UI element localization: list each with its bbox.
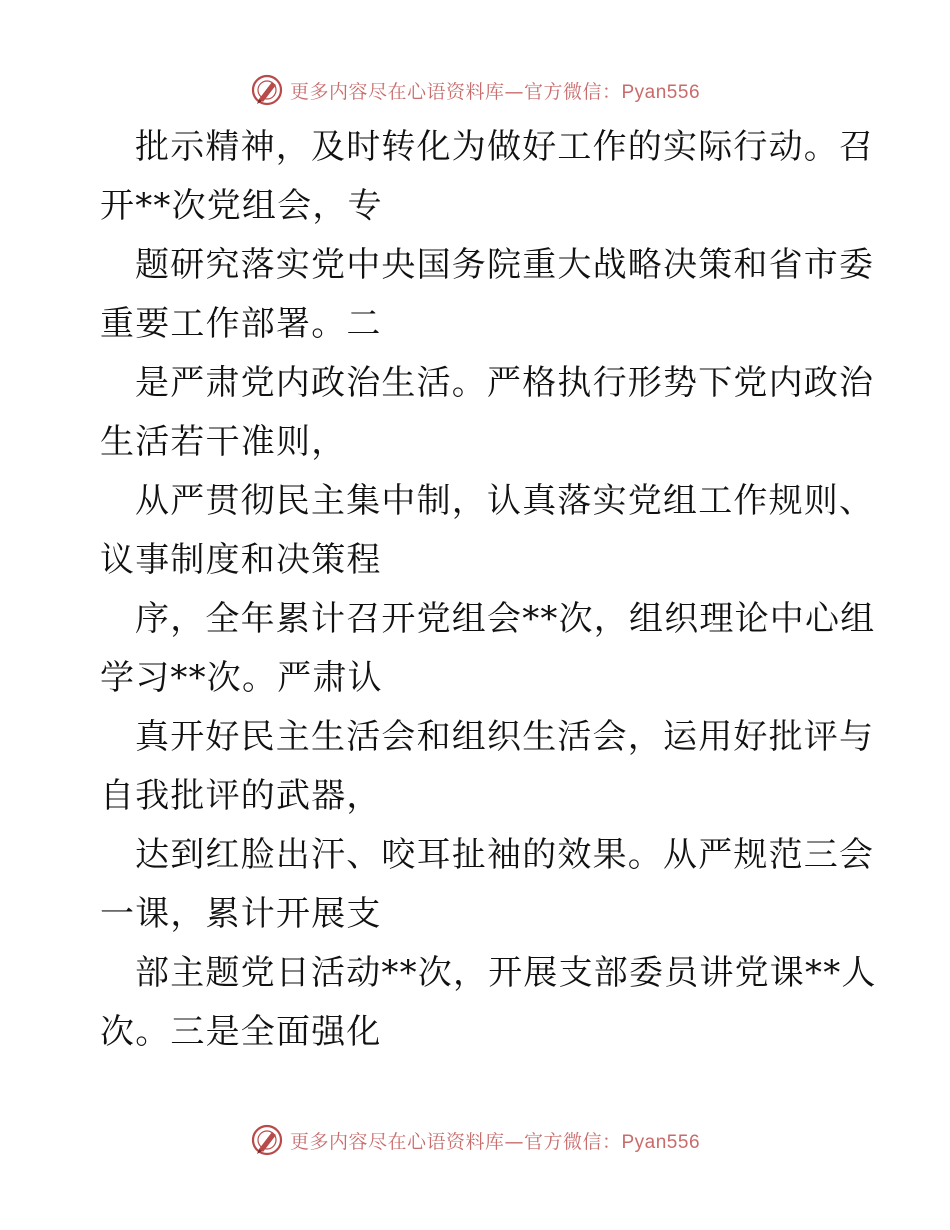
text-line: 重要工作部署。二 [100, 304, 382, 344]
document-body [100, 118, 877, 1062]
footer-banner-handle: Pyan556 [621, 1131, 701, 1153]
pen-seal-icon [250, 1123, 284, 1157]
text-line: 是严肃党内政治生活。严格执行形势下党内政治 [135, 363, 875, 403]
text-line: 生活若干准则， [100, 422, 347, 462]
text-line: 次。三是全面强化 [100, 1012, 382, 1052]
text-line: 序，全年累计召开党组会**次，组织理论中心组 [135, 599, 876, 639]
footer-watermark-banner [0, 1120, 950, 1160]
footer-banner-text [290, 1127, 700, 1154]
header-banner-text [290, 77, 700, 104]
text-line: 开**次党组会，专 [100, 186, 383, 226]
text-line: 学习**次。严肃认 [100, 658, 383, 698]
text-line: 从严贯彻民主集中制，认真落实党组工作规则、 [135, 481, 875, 521]
header-watermark-banner [0, 70, 950, 110]
header-banner-handle: Pyan556 [621, 81, 701, 103]
pen-seal-icon [250, 73, 284, 107]
text-line: 批示精神，及时转化为做好工作的实际行动。召 [135, 127, 875, 167]
header-banner-label: 更多内容尽在心语资料库—官方微信： [289, 80, 622, 103]
text-line: 一课，累计开展支 [100, 894, 382, 934]
text-line: 议事制度和决策程 [100, 540, 382, 580]
text-line: 自我批评的武器， [100, 776, 382, 816]
text-line: 真开好民主生活会和组织生活会，运用好批评与 [135, 717, 875, 757]
footer-banner-label: 更多内容尽在心语资料库—官方微信： [289, 1130, 622, 1153]
text-line: 部主题党日活动**次，开展支部委员讲党课**人 [135, 953, 877, 993]
text-line: 达到红脸出汗、咬耳扯袖的效果。从严规范三会 [135, 835, 875, 875]
text-line: 题研究落实党中央国务院重大战略决策和省市委 [135, 245, 875, 285]
